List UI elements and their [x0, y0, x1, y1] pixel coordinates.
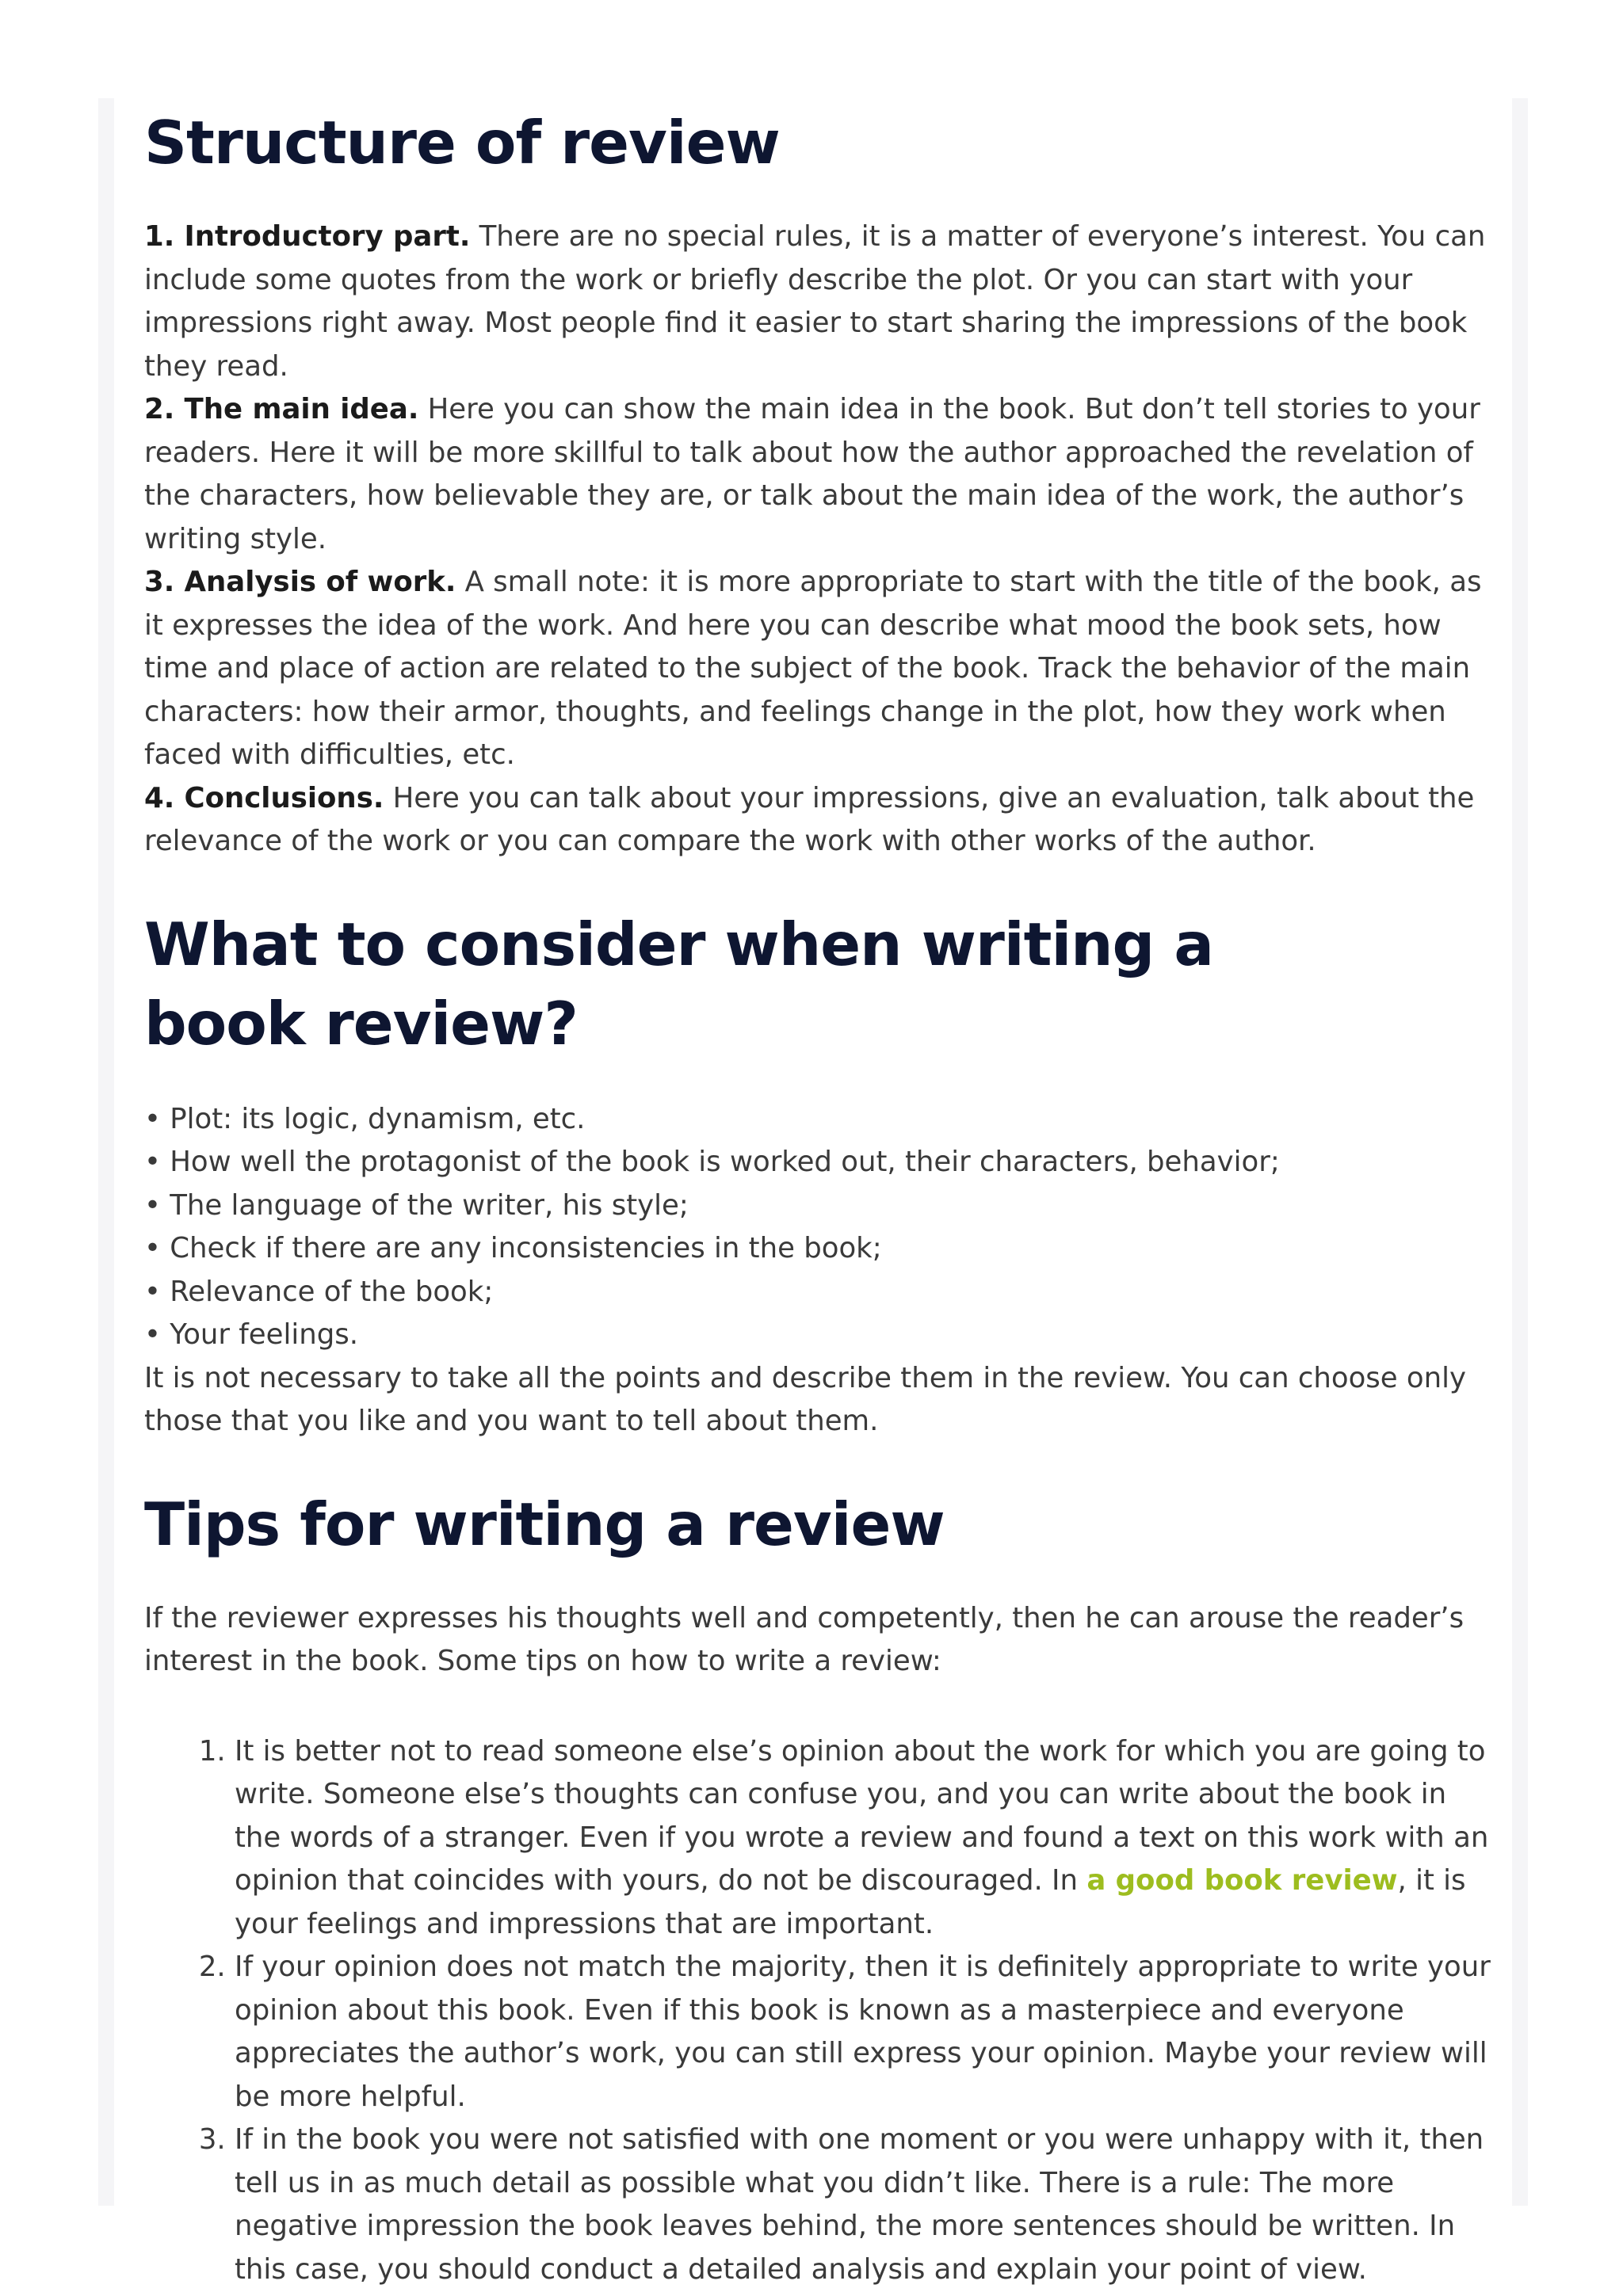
bullet-item: • Relevance of the book; — [144, 1275, 494, 1308]
structure-item-lead: 2. The main idea. — [144, 393, 419, 425]
structure-item-analysis — [144, 561, 1491, 777]
structure-item-text: Here you can show the main idea in the book. But don’t tell stories to your readers. Here it will be more skillful to talk about how the author approached the revelation of the characters, how believable they are, or talk about the main idea of the work, the author’s writing style. — [144, 393, 1480, 555]
tips-list — [144, 1730, 1491, 2292]
bullet-item: • The language of the writer, his style; — [144, 1188, 689, 1222]
structure-item-text: Here you can talk about your impressions, give an evaluation, talk about the relevance of the work or you can compare the work with other works of the author. — [144, 781, 1475, 857]
consider-body — [144, 1098, 1491, 1444]
consider-closing: It is not necessary to take all the points and describe them in the review. You can choose only those that you like and you want to tell about them. — [144, 1361, 1467, 1437]
bullet-item: • How well the protagonist of the book is worked out, their characters, behavior; — [144, 1146, 1280, 1178]
structure-item-lead: 4. Conclusions. — [144, 781, 384, 814]
good-book-review-link[interactable]: a good book review — [1086, 1864, 1398, 1897]
structure-body — [144, 215, 1491, 864]
structure-item-text: A small note: it is more appropriate to start with the title of the book, as it expresses the idea of the work. And here you can describe what mood the book sets, how time and place of action are related to the subject of the book. Track the behavior of the main characters: how their armor, thoughts, and feelings change in the plot, how they work when faced with difficulties, etc. — [144, 566, 1482, 771]
structure-item-text: There are no special rules, it is a matter of everyone’s interest. You can include some quotes from the work or briefly describe the plot. Or you can start with your impressions right away. Most people find it easier to start sharing the impressions of the book they read. — [144, 220, 1486, 383]
bullet-item: • Your feelings. — [144, 1318, 359, 1351]
tips-item-text: , it is your feelings and impressions that are important. — [235, 1864, 1466, 1940]
structure-item-lead: 3. Analysis of work. — [144, 566, 456, 598]
bullet-item: • Plot: its logic, dynamism, etc. — [144, 1102, 586, 1135]
structure-item-introductory — [144, 215, 1491, 388]
structure-item-conclusions — [144, 777, 1491, 864]
bullet-item: • Check if there are any inconsistencies in the book; — [144, 1232, 882, 1264]
structure-item-lead: 1. Introductory part. — [144, 220, 471, 253]
tips-item-2: 2. If your opinion does not match the majority, then it is definitely appropriate to write your opinion about this book. Even if this book is known as a masterpiece and everyone appreciates the author’s work, you can still express your opinion. Maybe your review will be more helpful. — [235, 1946, 1491, 2119]
tips-item-3: 3. If in the book you were not satisfied with one moment or you were unhappy with it, then tell us in as much detail as possible what you didn’t like. There is a rule: The more negative impression the book leaves behind, the more sentences should be written. In this case, you should conduct a detailed analysis and explain your point of view. — [235, 2119, 1491, 2291]
article-content — [114, 98, 1512, 2286]
article-inner — [144, 98, 1491, 2291]
section-heading-structure: Structure of review — [144, 108, 780, 177]
tips-intro: If the reviewer expresses his thoughts well and competently, then he can arouse the reader’s interest in the book. Some tips on how to write a review: — [144, 1601, 1465, 1677]
section-heading-consider: What to consider when writing a book review? — [144, 909, 1213, 1058]
tips-item-text: It is better not to read someone else’s opinion about the work for which you are going to write. Someone else’s thoughts can confuse you, and you can write about the book in the words of a stranger. Even if you wrote a review and found a text on this work with an opinion that coincides with yours, do not be discouraged. In — [235, 1734, 1489, 1897]
structure-item-main-idea — [144, 388, 1491, 561]
tips-item-1 — [235, 1730, 1491, 1947]
section-heading-tips: Tips for writing a review — [144, 1489, 945, 1559]
